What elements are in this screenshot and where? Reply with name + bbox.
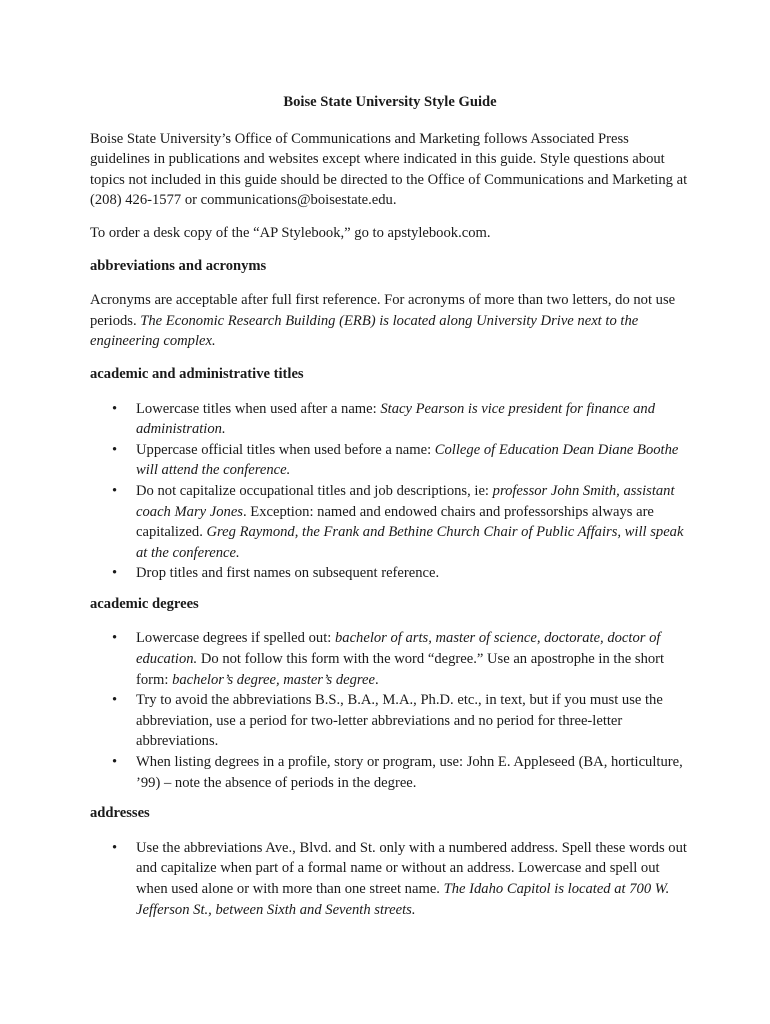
list-item-text: Do not follow this form with the word “degree.” Use an apostrophe in the short form: [136,651,665,688]
titles-list [90,399,690,584]
order-text: To order a desk copy of the “AP Stylebook,” go to apstylebook.com. [90,224,491,241]
abbreviations-text: Acronyms are acceptable after full first reference. For acronyms of more than two letters, do not use periods. [90,292,676,329]
bullet-icon: • [112,692,118,709]
bullet-icon: • [112,754,118,771]
list-item [90,838,690,920]
list-item [90,481,690,563]
list-item-example: bachelor of arts, master of science, doctorate, doctor of education. [136,630,661,668]
list-item-text: Try to avoid the abbreviations B.S., B.A., M.A., Ph.D. etc., in text, but if you must use the abbreviation, use a period for two-letter abbreviations and no period for three-letter abbreviations. [136,692,663,750]
list-item [90,752,690,793]
addresses-list [90,838,690,920]
list-item-example: bachelor’s degree, master’s degree [172,671,375,688]
list-item-text: Lowercase degrees if spelled out: [136,630,335,647]
bullet-icon: • [112,839,118,856]
list-item-text: Drop titles and first names on subsequent reference. [136,565,440,582]
bullet-icon: • [112,630,118,647]
intro-text: Boise State University’s Office of Communications and Marketing follows Associated Press guidelines in publications and websites except where indicated in this guide. Style questions about topics not included in this guide should be directed to the Office of Communications and Marketing at (208) 426-1577 or communications@boisestate.edu. [90,130,688,209]
bullet-icon: • [112,441,118,458]
list-item-text: Uppercase official titles when used before a name: [136,441,435,458]
list-item [90,399,690,440]
abbreviations-paragraph [90,290,690,352]
document-title: Boise State University Style Guide [283,94,497,110]
list-item-text: Do not capitalize occupational titles and job descriptions, ie: [136,482,493,499]
section-heading-degrees: academic degrees [90,595,199,612]
section-heading-abbreviations: abbreviations and acronyms [90,257,267,274]
section-heading-addresses: addresses [90,805,150,822]
document-page [90,92,690,930]
list-item [90,628,690,690]
list-item-text: Use the abbreviations Ave., Blvd. and St. only with a numbered address. Spell these words out and capitalize when part of a formal name or without an address. Lowercase and spell out when used alone or with more than one street name. [136,839,687,897]
list-item [90,690,690,752]
bullet-icon: • [112,565,118,582]
list-item-text: . [375,671,379,688]
list-item [90,440,690,481]
section-heading-titles: academic and administrative titles [90,365,304,382]
list-item [90,563,690,584]
list-item-example: College of Education Dean Diane Boothe will attend the conference. [136,441,679,479]
list-item-text: When listing degrees in a profile, story or program, use: John E. Appleseed (BA, horticulture, ’99) – note the absence of periods in the degree. [136,754,683,791]
degrees-list [90,628,690,793]
list-item-text: Lowercase titles when used after a name: [136,400,381,417]
order-paragraph [90,223,690,244]
list-item-example: Greg Raymond, the Frank and Bethine Church Chair of Public Affairs, will speak at the conference. [136,524,684,561]
intro-paragraph [90,129,690,211]
list-item-text: . Exception: named and endowed chairs and professorships always are capitalized. [136,503,654,541]
list-item-example: Stacy Pearson is vice president for finance and administration. [136,400,655,438]
list-item-example: professor John Smith, assistant coach Mary Jones [136,482,675,520]
list-item-example: The Idaho Capitol is located at 700 W. Jefferson St., between Sixth and Seventh streets. [136,881,670,918]
abbreviations-example: The Economic Research Building (ERB) is located along University Drive next to the engineering complex. [90,312,639,350]
bullet-icon: • [112,400,118,417]
bullet-icon: • [112,482,118,499]
